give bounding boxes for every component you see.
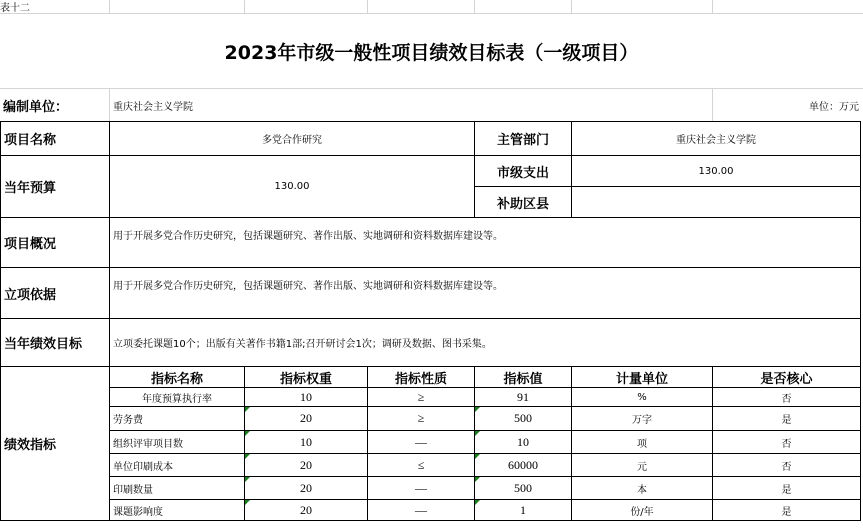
table-border bbox=[0, 520, 861, 521]
budget-label: 当年预算 bbox=[4, 181, 57, 196]
table-row-core: 是 bbox=[781, 415, 792, 426]
table-row-name: 组织评审项目数 bbox=[113, 438, 183, 450]
goal-text: 立项委托课题10个；出版有关著作书籍1部;召开研讨会1次；调研及数据、图书采集。 bbox=[113, 339, 492, 350]
table-row-weight: 20 bbox=[300, 502, 312, 517]
page-title: 2023年市级一般性项目绩效目标表（一级项目） bbox=[224, 41, 639, 64]
grid-line bbox=[474, 0, 475, 13]
table-row-unit: 万字 bbox=[632, 415, 652, 426]
table-row-core: 否 bbox=[781, 461, 792, 473]
basis-label: 立项依据 bbox=[4, 287, 57, 303]
dept-label: 主管部门 bbox=[496, 133, 549, 148]
table-border bbox=[860, 121, 861, 521]
table-row-core: 是 bbox=[781, 484, 792, 496]
table-row-weight: 10 bbox=[300, 389, 312, 404]
table-row-value: 91 bbox=[517, 389, 529, 404]
cell-marker-icon bbox=[475, 500, 480, 505]
table-row-name: 课题影响度 bbox=[113, 506, 163, 518]
cell-marker-icon bbox=[245, 454, 250, 459]
cell-marker-icon bbox=[475, 454, 480, 459]
table-row-unit: 元 bbox=[637, 461, 647, 473]
table-row-core: 否 bbox=[781, 393, 792, 405]
cell-marker-icon bbox=[245, 500, 250, 505]
grid-line bbox=[571, 0, 572, 13]
table-row-nature: ≥ bbox=[417, 389, 425, 404]
table-row-unit: 本 bbox=[637, 484, 647, 496]
sheet-note: 表十二 bbox=[0, 3, 30, 13]
table-row-value: 10 bbox=[517, 434, 529, 449]
table-row-name: 单位印刷成本 bbox=[113, 461, 173, 473]
header-core: 是否核心 bbox=[760, 371, 813, 387]
cell-marker-icon bbox=[245, 431, 250, 436]
cell-marker-icon bbox=[475, 407, 480, 412]
grid-line bbox=[109, 0, 110, 13]
org-label: 编制单位： bbox=[3, 99, 69, 115]
table-row-name: 劳务费 bbox=[113, 415, 143, 426]
grid-line bbox=[244, 0, 245, 13]
table-row-value: 1 bbox=[520, 502, 526, 517]
district-subsidy-label: 补助区县 bbox=[496, 196, 549, 212]
table-row-nature: — bbox=[415, 480, 427, 495]
header-value: 指标值 bbox=[503, 371, 543, 387]
goal-label: 当年绩效目标 bbox=[4, 337, 83, 352]
table-row-core: 否 bbox=[781, 438, 792, 450]
table-row-nature: — bbox=[415, 502, 427, 517]
dept-value: 重庆社会主义学院 bbox=[676, 135, 756, 146]
table-row-weight: 20 bbox=[300, 457, 312, 472]
cell-marker-icon bbox=[245, 477, 250, 482]
district-subsidy-value bbox=[572, 187, 860, 217]
header-weight: 指标权重 bbox=[279, 371, 332, 387]
indicators-label: 绩效指标 bbox=[4, 438, 57, 453]
table-row-weight: 10 bbox=[300, 434, 312, 449]
project-name-value: 多党合作研究 bbox=[262, 135, 322, 146]
header-unit: 计量单位 bbox=[615, 371, 668, 387]
project-name-label: 项目名称 bbox=[4, 133, 57, 148]
grid-line bbox=[367, 0, 368, 13]
cell-marker-icon bbox=[245, 407, 250, 412]
header-nature: 指标性质 bbox=[394, 371, 447, 387]
overview-label: 项目概况 bbox=[4, 237, 57, 252]
table-row-value: 500 bbox=[514, 480, 532, 495]
grid-line bbox=[712, 0, 713, 13]
table-row-value: 500 bbox=[514, 411, 532, 425]
table-row-core: 是 bbox=[781, 506, 792, 518]
table-row-nature: — bbox=[415, 434, 427, 449]
cell-marker-icon bbox=[475, 477, 480, 482]
table-row-unit: 份/年 bbox=[630, 506, 654, 518]
cell-marker-icon bbox=[475, 431, 480, 436]
table-row-nature: ≤ bbox=[417, 457, 425, 472]
unit-label: 单位：万元 bbox=[809, 101, 859, 113]
table-row-name: 年度预算执行率 bbox=[142, 393, 212, 405]
overview-text: 用于开展多党合作历史研究，包括课题研究、著作出版、实地调研和资料数据库建设等。 bbox=[113, 230, 503, 242]
header-indicator-name: 指标名称 bbox=[150, 371, 203, 387]
budget-value: 130.00 bbox=[274, 181, 310, 192]
org-value: 重庆社会主义学院 bbox=[113, 101, 193, 113]
table-row-weight: 20 bbox=[300, 411, 312, 425]
table-row-unit: % bbox=[637, 391, 647, 403]
basis-text: 用于开展多党合作历史研究，包括课题研究、著作出版、实地调研和资料数据库建设等。 bbox=[113, 280, 503, 292]
table-row-weight: 20 bbox=[300, 480, 312, 495]
table-row-name: 印刷数量 bbox=[113, 484, 153, 496]
table-row-value: 60000 bbox=[508, 457, 538, 472]
table-row-unit: 项 bbox=[637, 438, 647, 450]
city-expense-value: 130.00 bbox=[698, 165, 734, 177]
city-expense-label: 市级支出 bbox=[496, 165, 549, 181]
table-row-nature: ≥ bbox=[417, 411, 425, 425]
